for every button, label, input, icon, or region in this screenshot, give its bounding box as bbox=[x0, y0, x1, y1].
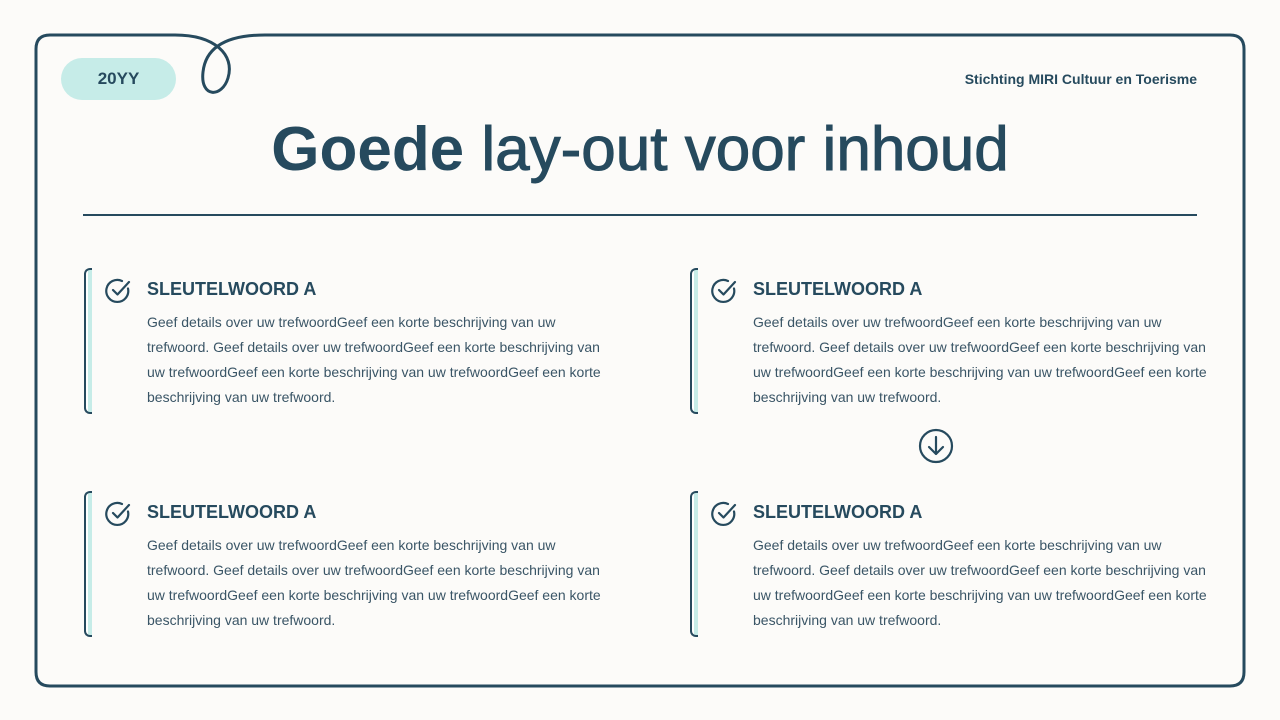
card-accent-bar bbox=[690, 491, 698, 637]
card-title: SLEUTELWOORD A bbox=[753, 279, 923, 299]
card-title: SLEUTELWOORD A bbox=[147, 279, 317, 299]
title-rest: lay-out voor inhoud bbox=[481, 115, 1009, 184]
check-circle-icon bbox=[105, 501, 131, 527]
check-circle-icon bbox=[711, 278, 737, 304]
card-body: Geef details over uw trefwoordGeef een korte beschrijving van uw trefwoord. Geef details over uw trefwoordGeef een korte beschrijving van uw trefwoordGeef een korte beschrijving van uw trefwoordGeef een korte beschrijving van uw trefwoord. bbox=[753, 314, 1207, 405]
card-title: SLEUTELWOORD A bbox=[147, 502, 317, 522]
check-circle-icon bbox=[105, 278, 131, 304]
keyword-card bbox=[84, 268, 604, 412]
card-body: Geef details over uw trefwoordGeef een korte beschrijving van uw trefwoord. Geef details over uw trefwoordGeef een korte beschrijving van uw trefwoordGeef een korte beschrijving van uw trefwoordGeef een korte beschrijving van uw trefwoord. bbox=[753, 537, 1207, 628]
card-accent-bar bbox=[84, 491, 92, 637]
year-badge: 20YY bbox=[61, 58, 176, 100]
keyword-card bbox=[690, 268, 1210, 412]
keyword-card bbox=[84, 491, 604, 635]
organization-name: Stichting MIRI Cultuur en Toerisme bbox=[964, 71, 1197, 87]
arrow-down-circle-icon bbox=[918, 428, 954, 464]
card-accent-bar bbox=[84, 268, 92, 414]
page-title bbox=[0, 114, 1280, 185]
divider bbox=[83, 214, 1197, 216]
card-body: Geef details over uw trefwoordGeef een korte beschrijving van uw trefwoord. Geef details over uw trefwoordGeef een korte beschrijving van uw trefwoordGeef een korte beschrijving van uw trefwoordGeef een korte beschrijving van uw trefwoord. bbox=[147, 537, 601, 628]
title-bold: Goede bbox=[271, 115, 465, 184]
check-circle-icon bbox=[711, 501, 737, 527]
keyword-card bbox=[690, 491, 1210, 635]
card-body: Geef details over uw trefwoordGeef een korte beschrijving van uw trefwoord. Geef details over uw trefwoordGeef een korte beschrijving van uw trefwoordGeef een korte beschrijving van uw trefwoordGeef een korte beschrijving van uw trefwoord. bbox=[147, 314, 601, 405]
card-accent-bar bbox=[690, 268, 698, 414]
card-title: SLEUTELWOORD A bbox=[753, 502, 923, 522]
